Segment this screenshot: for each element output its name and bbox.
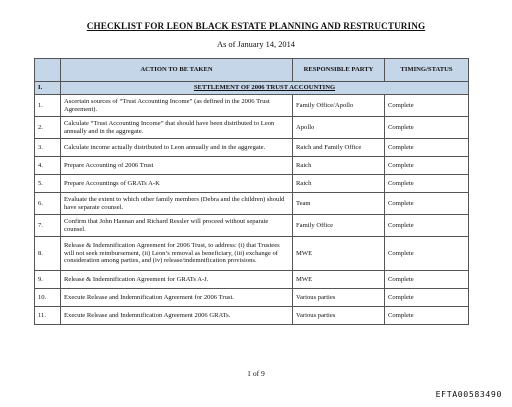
checklist-table: [34, 58, 469, 325]
row-action: Release & Indemnification Agreement for GRATs A-J.: [61, 271, 293, 289]
bates-number: EFTA00583490: [435, 389, 502, 399]
row-party: Team: [293, 193, 385, 215]
row-number: 11.: [35, 307, 61, 325]
row-party: Raich: [293, 175, 385, 193]
row-action: Ascertain sources of “Trust Accounting Income” (as defined in the 2006 Trust Agreement).: [61, 95, 293, 117]
row-action: Prepare Accounting of 2006 Trust: [61, 157, 293, 175]
row-party: Raich: [293, 157, 385, 175]
table-header-row: [35, 59, 469, 82]
row-party: MWE: [293, 271, 385, 289]
row-number: 4.: [35, 157, 61, 175]
row-number: 5.: [35, 175, 61, 193]
document-title: CHECKLIST FOR LEON BLACK ESTATE PLANNING AND RESTRUCTURING: [86, 21, 426, 31]
row-party: Apollo: [293, 117, 385, 139]
row-status: Complete: [385, 307, 469, 325]
document-date: As of January 14, 2014: [217, 40, 295, 49]
row-action: Calculate income actually distributed to Leon annually and in the aggregate.: [61, 139, 293, 157]
table-row: [35, 289, 469, 307]
row-party: Various parties: [293, 307, 385, 325]
section-number: I.: [35, 82, 61, 95]
row-action: Calculate “Trust Accounting Income” that should have been distributed to Leon annually and in the aggregate.: [61, 117, 293, 139]
row-status: Complete: [385, 95, 469, 117]
row-number: 10.: [35, 289, 61, 307]
row-action: Execute Release and Indemnification Agreement 2006 GRATs.: [61, 307, 293, 325]
row-status: Complete: [385, 271, 469, 289]
row-number: 1.: [35, 95, 61, 117]
row-party: Family Office/Apollo: [293, 95, 385, 117]
table-row: [35, 193, 469, 215]
row-action: Release & Indemnification Agreement for 2006 Trust, to address: (i) that Trustees will not seek reimbursement, (ii) Leon’s removal as beneficiary, (iii) exchange of consideration among parties, and (iv) release/indemnification provisions.: [61, 237, 293, 271]
row-action: Confirm that John Hannan and Richard Ressler will proceed without separate counsel.: [61, 215, 293, 237]
row-status: Complete: [385, 175, 469, 193]
section-row: [35, 82, 469, 95]
table-row: [35, 175, 469, 193]
row-action: Evaluate the extent to which other family members (Debra and the children) should have separate counsel.: [61, 193, 293, 215]
row-party: Family Office: [293, 215, 385, 237]
table-row: [35, 95, 469, 117]
table-row: [35, 271, 469, 289]
row-status: Complete: [385, 139, 469, 157]
page-number: 1 of 9: [247, 369, 265, 378]
row-number: 3.: [35, 139, 61, 157]
row-status: Complete: [385, 157, 469, 175]
header-number: [35, 59, 61, 82]
table-row: [35, 139, 469, 157]
section-title: SETTLEMENT OF 2006 TRUST ACCOUNTING: [61, 82, 469, 95]
row-status: Complete: [385, 193, 469, 215]
row-status: Complete: [385, 117, 469, 139]
row-action: Execute Release and Indemnification Agreement for 2006 Trust.: [61, 289, 293, 307]
header-responsible-party: RESPONSIBLE PARTY: [293, 59, 385, 82]
table-row: [35, 307, 469, 325]
row-number: 6.: [35, 193, 61, 215]
row-status: Complete: [385, 215, 469, 237]
row-party: Raich and Family Office: [293, 139, 385, 157]
row-status: Complete: [385, 237, 469, 271]
table-row: [35, 215, 469, 237]
row-action: Prepare Accountings of GRATs A-K: [61, 175, 293, 193]
table-row: [35, 157, 469, 175]
row-party: MWE: [293, 237, 385, 271]
header-timing-status: TIMING/STATUS: [385, 59, 469, 82]
row-number: 8.: [35, 237, 61, 271]
row-status: Complete: [385, 289, 469, 307]
row-number: 7.: [35, 215, 61, 237]
row-party: Various parties: [293, 289, 385, 307]
row-number: 9.: [35, 271, 61, 289]
table-row: [35, 117, 469, 139]
header-action: ACTION TO BE TAKEN: [61, 59, 293, 82]
row-number: 2.: [35, 117, 61, 139]
table-row: [35, 237, 469, 271]
